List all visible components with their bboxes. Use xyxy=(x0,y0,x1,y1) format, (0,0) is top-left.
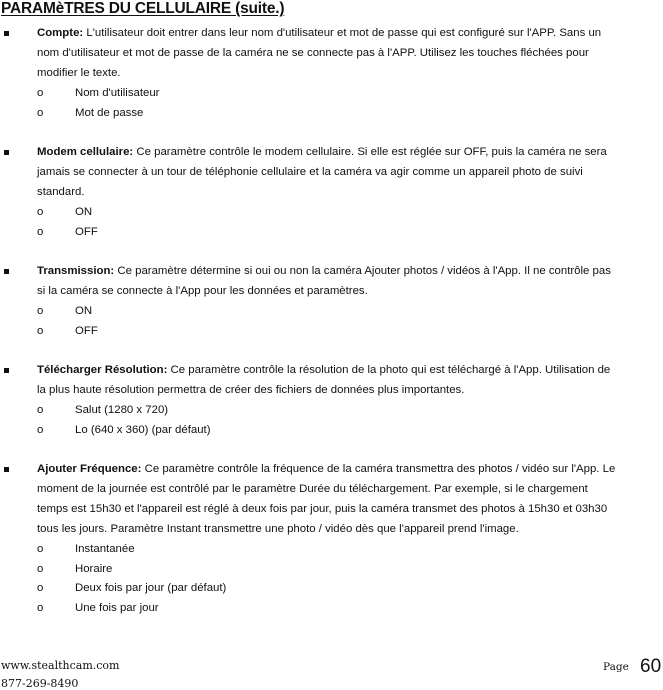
section-term: Transmission: xyxy=(37,265,115,277)
section-term: Télécharger Résolution: xyxy=(37,364,168,376)
option-item: Instantanée xyxy=(75,542,135,555)
option-item: ON xyxy=(75,304,93,317)
option-marker-icon: o xyxy=(37,205,44,218)
section-description-line: temps est 15h30 et l'appareil est réglé à deux fois par jour, puis la caméra transmet des photos à 15h30 et 03h30 xyxy=(37,502,608,515)
section-description-line: standard. xyxy=(37,185,85,198)
option-marker-icon: o xyxy=(37,602,44,615)
footer-website: www.stealthcam.com xyxy=(1,659,120,672)
option-item: Salut (1280 x 720) xyxy=(75,403,169,416)
section-description-line: si la caméra se connecte à l'App pour les données et paramètres. xyxy=(37,284,368,297)
section-description-line: Compte: L'utilisateur doit entrer dans leur nom d'utilisateur et mot de passe qui est configuré sur l'APP. Sans un xyxy=(37,27,602,39)
section-description-line: modifier le texte. xyxy=(37,66,121,79)
section-description-line: la plus haute résolution permettra de créer des fichiers de données plus importantes. xyxy=(37,383,465,396)
option-marker-icon: o xyxy=(37,582,44,595)
option-item: Nom d'utilisateur xyxy=(75,86,160,99)
option-marker-icon: o xyxy=(37,324,44,337)
section-term: Ajouter Fréquence: xyxy=(37,463,142,475)
footer-phone: 877-269-8490 xyxy=(1,677,79,690)
section-term: Compte: xyxy=(37,27,84,39)
section-description-line: Modem cellulaire: Ce paramètre contrôle le modem cellulaire. Si elle est réglée sur OFF, puis la caméra ne sera xyxy=(37,146,607,158)
option-item: ON xyxy=(75,205,93,218)
option-item: Lo (640 x 360) (par défaut) xyxy=(75,423,211,436)
option-marker-icon: o xyxy=(37,542,44,555)
option-marker-icon: o xyxy=(37,423,44,436)
option-item: Mot de passe xyxy=(75,106,144,119)
section-term: Modem cellulaire: xyxy=(37,146,134,158)
bullet-icon xyxy=(4,31,9,36)
section-description-line: nom d'utilisateur et mot de passe de la caméra ne se connecte pas à l'APP. Utilisez les touches fléchées pour xyxy=(37,46,589,59)
option-item: Une fois par jour xyxy=(75,602,159,615)
section-description-line: jamais se connecter à un tour de téléphonie cellulaire et la caméra va agir comme un appareil photo de suivi xyxy=(37,165,583,178)
bullet-icon xyxy=(4,467,9,472)
bullet-icon xyxy=(4,150,9,155)
section-description-line: Ajouter Fréquence: Ce paramètre contrôle la fréquence de la caméra transmettra des photos / vidéo sur l'App. Le xyxy=(37,463,616,475)
section-description-line: moment de la journée est contrôlé par le paramètre Durée du téléchargement. Par exemple, si le chargement xyxy=(37,482,588,495)
section-description-line: tous les jours. Paramètre Instant transmettre une photo / vidéo dès que l'appareil prend l'image. xyxy=(37,522,519,535)
option-item: OFF xyxy=(75,225,98,238)
option-item: Horaire xyxy=(75,562,113,575)
option-marker-icon: o xyxy=(37,106,44,119)
section-description-line: Télécharger Résolution: Ce paramètre contrôle la résolution de la photo qui est téléchargé à l'App. Utilisation de xyxy=(37,364,611,376)
section-description-line: Transmission: Ce paramètre détermine si oui ou non la caméra Ajouter photos / vidéos à l'App. Il ne contrôle pas xyxy=(37,265,611,277)
page-label: Page xyxy=(603,661,629,673)
option-item: Deux fois par jour (par défaut) xyxy=(75,582,227,595)
option-marker-icon: o xyxy=(37,86,44,99)
option-marker-icon: o xyxy=(37,304,44,317)
bullet-icon xyxy=(4,269,9,274)
bullet-icon xyxy=(4,368,9,373)
page-number: 60 xyxy=(640,656,662,677)
option-marker-icon: o xyxy=(37,403,44,416)
option-marker-icon: o xyxy=(37,562,44,575)
option-marker-icon: o xyxy=(37,225,44,238)
page-title: PARAMèTRES DU CELLULAIRE (suite.) xyxy=(1,0,285,17)
option-item: OFF xyxy=(75,324,98,337)
